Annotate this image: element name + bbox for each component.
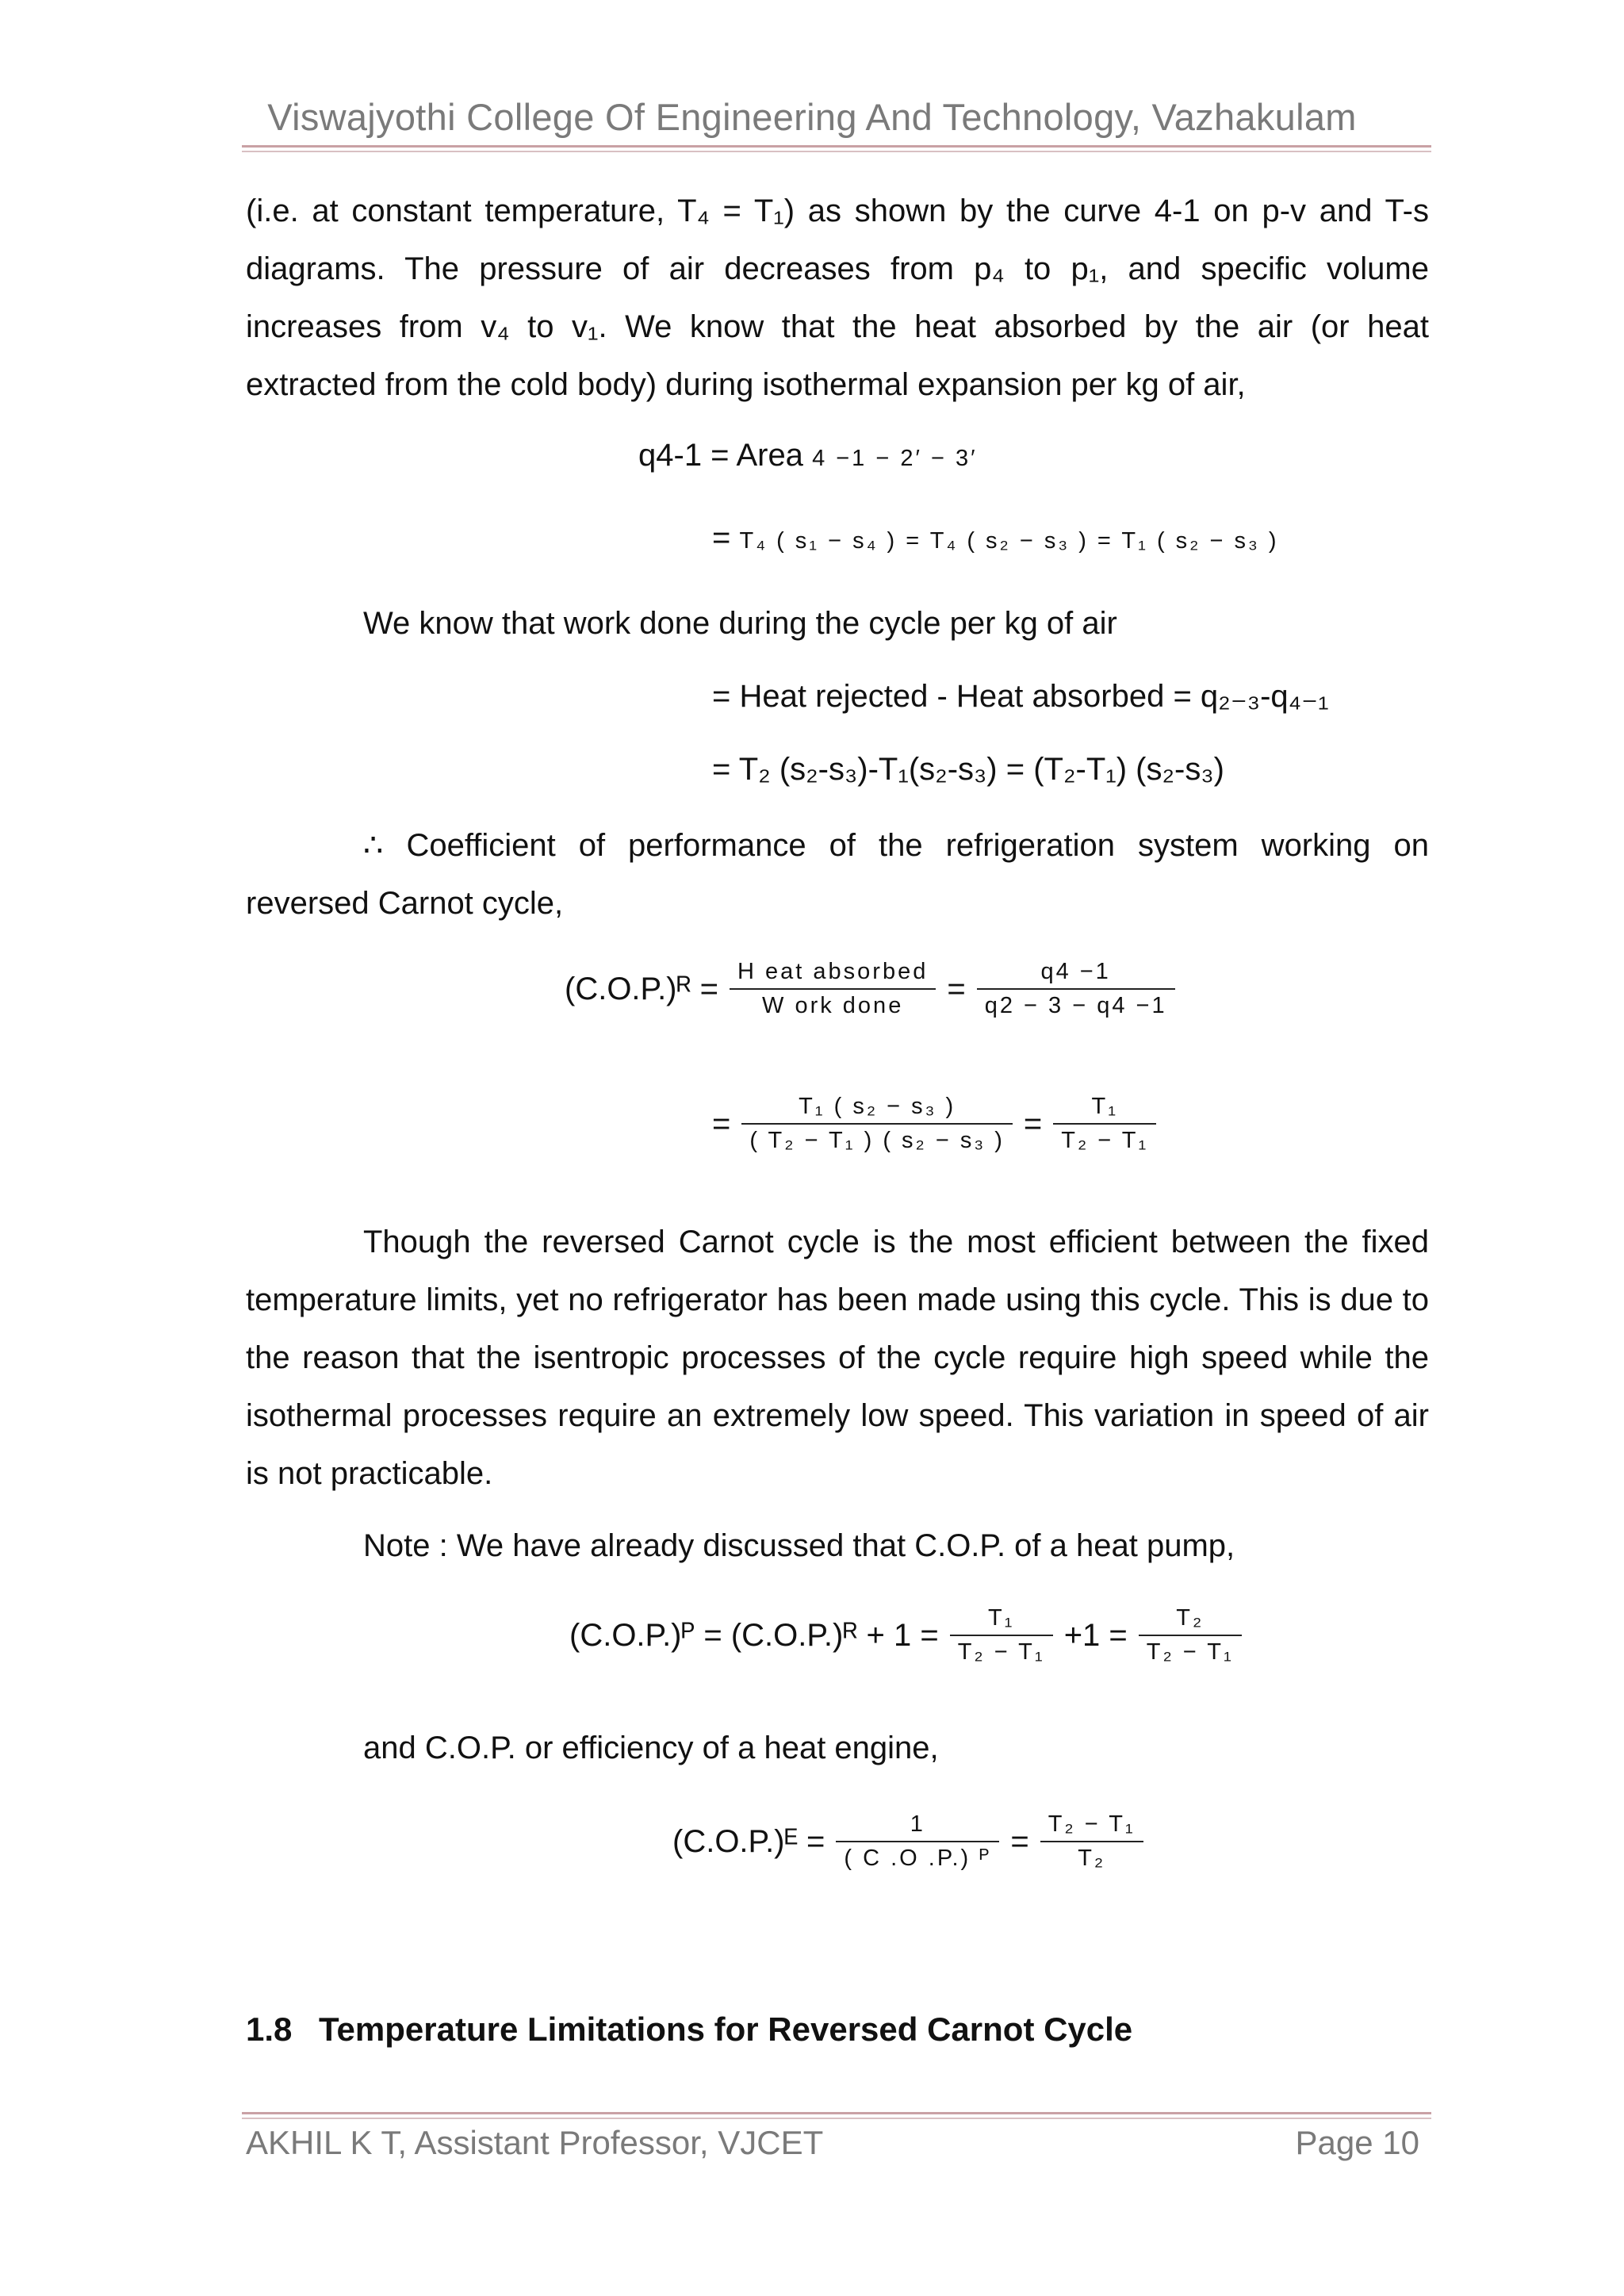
footer-page-number: Page 10 [1295, 2124, 1419, 2161]
paragraph-cop-intro: ∴ Coefficient of performance of the refrigeration system working on reversed Carnot cycle, [246, 828, 1429, 921]
fraction-numerator: T₁ [950, 1602, 1053, 1636]
equation-eq-sign: = [1023, 1106, 1043, 1141]
equation-eq-sign: = [712, 520, 731, 555]
fraction-denominator: ( C .O .P.) ᴾ [844, 1846, 992, 1871]
fraction-numerator: q4 −1 [977, 956, 1175, 990]
paragraph-isothermal-expansion: (i.e. at constant temperature, T₄ = T₁) as shown by the curve 4-1 on p-v and T-s diagrams. The pressure of air decreases from p₄ to p₁, and specific volume increases from v₄ to v₁. We know that the heat absorbed by the air (or heat extracted from the cold body) during isothermal expansion per kg of air, [246, 194, 1429, 402]
fraction-denominator: T₂ − T₁ [1146, 1639, 1234, 1665]
equation-work-heat: = Heat rejected - Heat absorbed = q₂₋₃-q₄₋₁ [712, 679, 1329, 714]
equation-eq-sign: = [947, 971, 966, 1006]
paragraph-heat-pump-note: Note : We have already discussed that C.O.P. of a heat pump, [363, 1528, 1235, 1563]
equation-lhs: q4-1 = Area [638, 438, 803, 473]
fraction-denominator: T₂ − T₁ [1061, 1128, 1149, 1153]
paragraph-carnot-limitation: Though the reversed Carnot cycle is the most efficient between the fixed temperature limits, yet no refrigerator has been made using this cycle. This is due to the reason that the isentropic processes of the cycle require high speed while the isothermal processes require an extremely low speed. This variation in speed of air is not practicable. [246, 1225, 1429, 1491]
equation-heat-absorbed [638, 438, 978, 473]
equation-work-temperature: = T₂ (s₂-s₃)-T₁(s₂-s₃) = (T₂-T₁) (s₂-s₃) [712, 752, 1224, 787]
equation-lhs: (C.O.P.)ᴿ = [565, 971, 719, 1006]
fraction-inverse-cop [836, 1808, 999, 1875]
fraction-efficiency [1040, 1808, 1143, 1875]
footer-rule-thin [242, 2118, 1431, 2119]
fraction-numerator: T₂ − T₁ [1040, 1808, 1143, 1842]
footer-rule [242, 2112, 1431, 2114]
header-rule-thin [242, 151, 1431, 152]
fraction-q-ratio [977, 956, 1175, 1022]
fraction-numerator: 1 [836, 1808, 999, 1842]
fraction-numerator: H eat absorbed [730, 956, 936, 990]
equation-lhs: (C.O.P.)ᴱ = [672, 1823, 825, 1859]
equation-heat-absorbed-expanded [712, 520, 1279, 556]
fraction-t1-ratio [950, 1602, 1053, 1669]
paragraph-work-done: We know that work done during the cycle per kg of air [363, 606, 1117, 641]
fraction-entropy-ratio [741, 1091, 1013, 1157]
section-heading [246, 2010, 1132, 2049]
equation-eq-sign: = [1010, 1823, 1029, 1859]
fraction-denominator: W ork done [762, 993, 904, 1018]
fraction-temperature-ratio [1053, 1091, 1156, 1157]
footer-author: AKHIL K T, Assistant Professor, VJCET [246, 2124, 824, 2161]
equation-plus-one: +1 = [1063, 1617, 1128, 1653]
section-title: Temperature Limitations for Reversed Carnot Cycle [319, 2010, 1133, 2048]
fraction-numerator: T₂ [1139, 1602, 1242, 1636]
fraction-denominator: T₂ − T₁ [957, 1639, 1045, 1665]
section-number: 1.8 [246, 2010, 293, 2048]
fraction-denominator: ( T₂ − T₁ ) ( s₂ − s₃ ) [749, 1128, 1005, 1153]
fraction-denominator: q2 − 3 − q4 −1 [984, 993, 1167, 1018]
fraction-denominator: T₂ [1078, 1846, 1106, 1871]
fraction-heat-work [730, 956, 936, 1022]
fraction-numerator: T₁ [1053, 1091, 1156, 1125]
equation-lhs: (C.O.P.)ᴾ = (C.O.P.)ᴿ + 1 = [569, 1617, 939, 1653]
paragraph-heat-engine: and C.O.P. or efficiency of a heat engine, [363, 1731, 939, 1765]
equation-cop-refrigerator-temperature [712, 1091, 1167, 1157]
equation-cop-heat-pump [569, 1602, 1253, 1669]
equation-eq-sign: = [712, 1106, 731, 1141]
equation-area: 4 −1 − 2′ − 3′ [812, 446, 978, 471]
equation-cop-refrigerator [565, 956, 1186, 1022]
header-title: Viswajyothi College Of Engineering And Technology, Vazhakulam [267, 96, 1357, 138]
equation-rhs: T₄ ( s₁ − s₄ ) = T₄ ( s₂ − s₃ ) = T₁ ( s₂ − s₃ ) [739, 528, 1279, 554]
equation-cop-heat-engine [672, 1808, 1155, 1875]
fraction-numerator: T₁ ( s₂ − s₃ ) [741, 1091, 1013, 1125]
fraction-t2-ratio [1139, 1602, 1242, 1669]
header-rule [242, 145, 1431, 148]
